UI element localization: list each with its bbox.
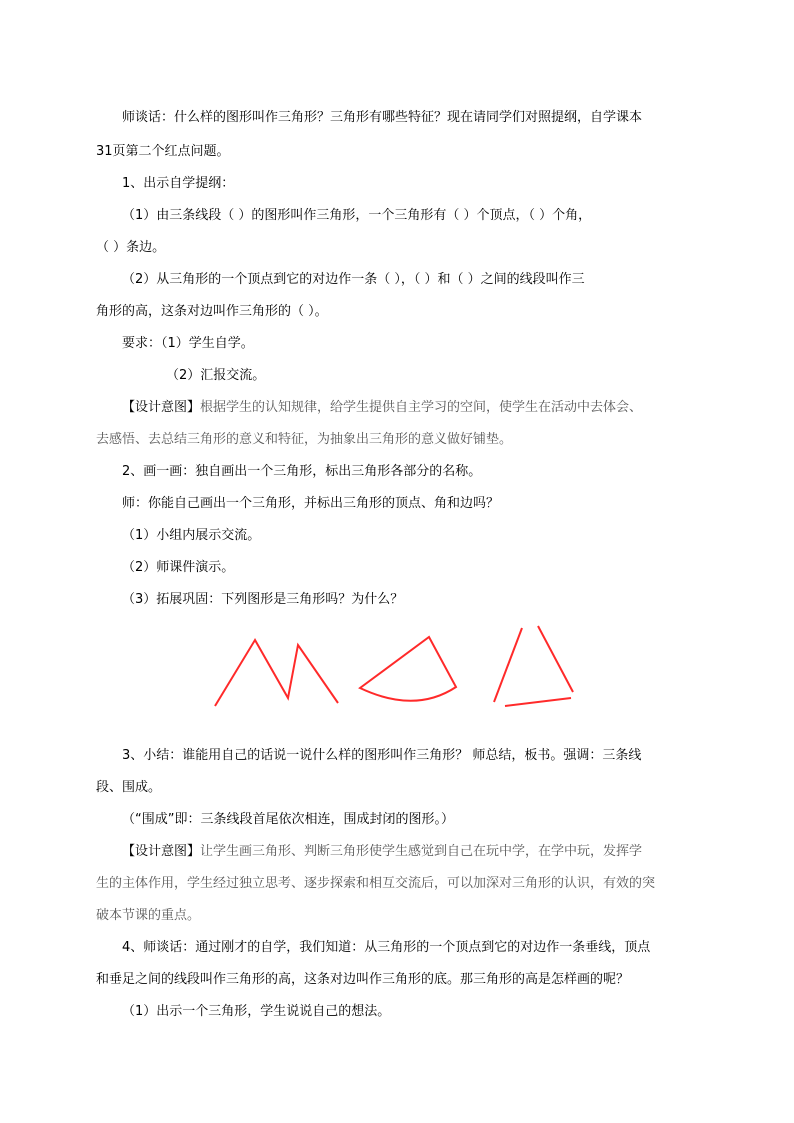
requirement-1 [96,328,696,360]
outline-item-2-line-1: （2）从三角形的一个顶点到它的对边作一条（ ），（ ）和（ ）之间的线段叫作三 [122,272,585,287]
intro-line-2: 31页第二个红点问题。 [96,144,230,159]
design-intent-2 [96,836,696,868]
summary-cont [96,772,696,804]
intro-line-1: 师谈话：什么样的图形叫作三角形？三角形有哪些特征？现在请同学们对照提纲，自学课本 [122,110,643,125]
section-4 [96,932,696,964]
design-intent-1-line-2: 去感悟、去总结三角形的意义和特征，为抽象出三角形的意义做好铺垫。 [96,432,513,447]
section-4-cont [96,964,696,996]
open-triangle-left-side [494,628,522,702]
design-intent-2-tag: 【设计意图】 [122,844,201,859]
requirement-line-2: （2）汇报交流。 [166,368,266,383]
outline-item-1-line-1: （1）由三条线段（ ）的图形叫作三角形，一个三角形有（ ）个顶点，（ ）个角， [122,208,592,223]
step-3 [96,584,696,616]
zigzag-shape [215,640,338,706]
outline-item-2-cont [96,296,696,328]
design-intent-2-cont-2 [96,900,696,932]
requirement-2 [96,360,696,392]
section-2-heading [96,456,696,488]
section-4-step-1-text: （1）出示一个三角形，学生说说自己的想法。 [122,1004,391,1019]
step-1 [96,520,696,552]
summary-line-1: 3、小结：谁能用自己的话说一说什么样的图形叫作三角形？ 师总结，板书。强调：三条线 [122,748,642,763]
open-triangle-base [505,698,571,706]
design-intent-2-line-2: 生的主体作用，学生经过独立思考、逐步探索和相互交流后，可以加深对三角形的认识，有效的突 [96,876,656,891]
outline-item-1 [96,200,696,232]
outline-item-2 [96,264,696,296]
open-triangle-right-side [538,626,573,692]
paragraph-intro [96,102,696,134]
shapes-figure [205,620,585,715]
section-4-line-1: 4、师谈话：通过刚才的自学，我们知道：从三角形的一个顶点到它的对边作一条垂线，顶点 [122,940,651,955]
step-1-text: （1）小组内展示交流。 [122,528,261,543]
summary [96,740,696,772]
outline-item-1-cont [96,232,696,264]
teacher-question-text: 师：你能自己画出一个三角形，并标出三角形的顶点、角和边吗？ [122,496,500,511]
section-4-line-2: 和垂足之间的线段叫作三角形的高，这条对边叫作三角形的底。那三角形的高是怎样画的呢？ [96,972,630,987]
design-intent-tag: 【设计意图】 [122,400,201,415]
enclose-definition [96,804,696,836]
design-intent-2-line-1: 让学生画三角形、判断三角形使学生感觉到自己在玩中学，在学中玩，发挥学 [200,844,643,859]
step-2 [96,552,696,584]
design-intent-1 [96,392,696,424]
enclose-definition-text: （“围成”即：三条线段首尾依次相连，围成封闭的图形。） [122,812,454,827]
step-2-text: （2）师课件演示。 [122,560,235,575]
outline-item-2-line-2: 角形的高，这条对边叫作三角形的（ ）。 [96,304,328,319]
outline-item-1-line-2: （ ）条边。 [96,240,166,255]
step-3-text: （3）拓展巩固：下列图形是三角形吗？为什么？ [122,592,404,607]
design-intent-1-line-1: 根据学生的认知规律，给学生提供自主学习的空间，使学生在活动中去体会、 [200,400,643,415]
design-intent-2-line-3: 破本节课的重点。 [96,908,201,923]
draw-task: 2、画一画：独自画出一个三角形，标出三角形各部分的名称。 [122,464,482,479]
design-intent-1-cont [96,424,696,456]
section-4-step-1 [96,996,696,1028]
paragraph-intro-cont [96,136,696,168]
requirement-line-1: 要求：（1）学生自学。 [122,336,254,351]
summary-line-2: 段、围成。 [96,780,162,795]
design-intent-2-cont-1 [96,868,696,900]
outline-heading: 1、出示自学提纲： [122,176,235,191]
teacher-question [96,488,696,520]
sector-shape [360,637,456,701]
section-1-heading [96,168,696,200]
